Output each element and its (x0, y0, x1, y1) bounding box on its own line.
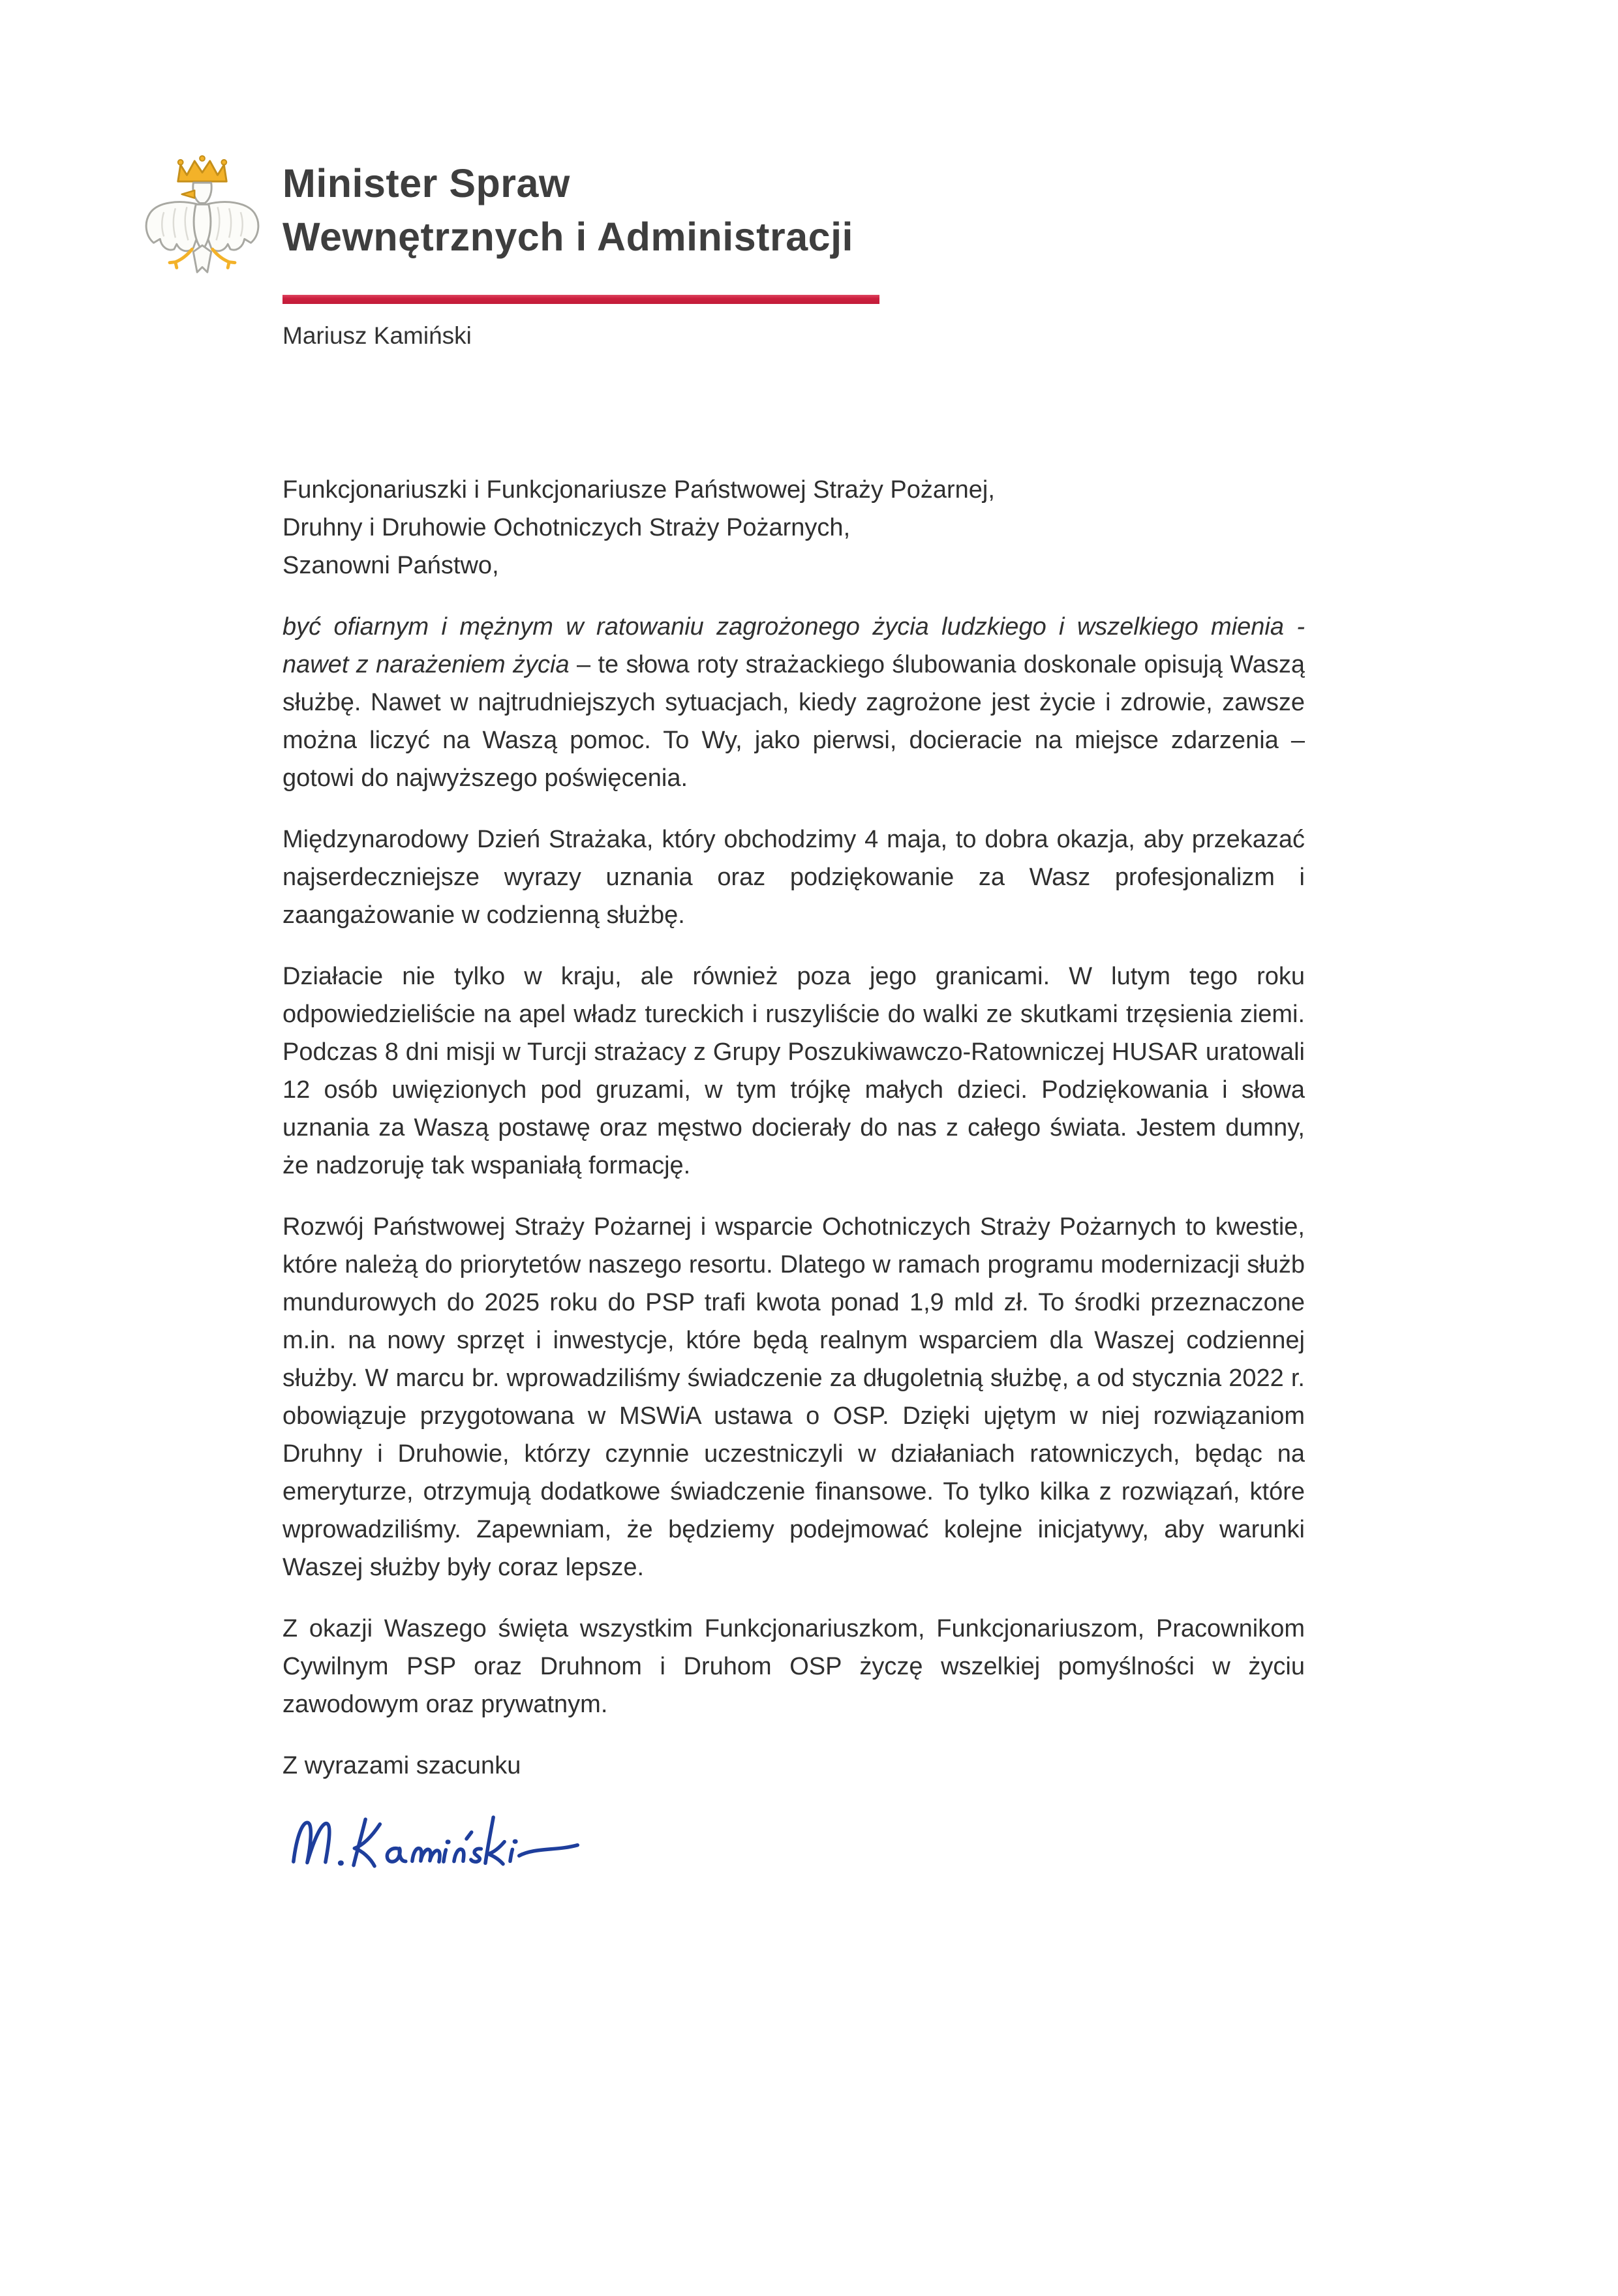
flag-bar (282, 295, 879, 304)
minister-name: Mariusz Kamiński (282, 322, 472, 349)
paragraph-turkey-mission: Działacie nie tylko w kraju, ale również poza jego granicami. W lutym tego roku odpowiedzieliście na apel władz tureckich i ruszyliście do walki ze skutkami trzęsienia ziemi. Podczas 8 dni misji w Turcji strażacy z Grupy Poszukiwawczo-Ratowniczej HUSAR uratowali 12 osób uwięzionych pod gruzami, w tym trójkę małych dzieci. Podziękowania i słowa uznania za Waszą postawę oraz męstwo docierały do nas z całego świata. Jestem dumny, że nadzoruję tak wspaniałą formację. (282, 963, 1305, 1179)
letter-body (282, 471, 1305, 1877)
salutation (282, 471, 1305, 584)
ministry-title-line2: Wewnętrznych i Administracji (282, 215, 853, 259)
signature-ink (282, 1797, 610, 1877)
paragraph-oath (282, 608, 1305, 797)
ministry-title-line1: Minister Spraw (282, 161, 570, 205)
handwritten-signature (282, 1797, 610, 1881)
oath-rest: – te słowa roty strażackiego ślubowania doskonale opisują Waszą służbę. Nawet w najtrudniejszych sytuacjach, kiedy zagrożone jest życie i zdrowie, zawsze można liczyć na Waszą pomoc. To Wy, jako pierwsi, docieracie na miejsce zdarzenia – gotowi do najwyższego poświęcenia. (282, 651, 1305, 792)
paragraph-firefighters-day: Międzynarodowy Dzień Strażaka, który obchodzimy 4 maja, to dobra okazja, aby przekazać najserdeczniejsze wyrazy uznania oraz podziękowanie za Wasz profesjonalizm i zaangażowanie w codzienną służbę. (282, 826, 1305, 929)
salutation-line-2: Druhny i Druhowie Ochotniczych Straży Pożarnych, (282, 514, 851, 541)
polish-eagle-icon (138, 138, 266, 300)
oath-quote: być ofiarnym i mężnym w ratowaniu zagrożonego życia ludzkiego i wszelkiego mienia - nawet z narażeniem życia (282, 613, 1305, 678)
closing-line: Z wyrazami szacunku (282, 1752, 521, 1779)
salutation-line-3: Szanowni Państwo, (282, 552, 499, 579)
ministry-title (282, 157, 853, 264)
paragraph-modernization: Rozwój Państwowej Straży Pożarnej i wsparcie Ochotniczych Straży Pożarnych to kwestie, które należą do priorytetów naszego resortu. Dlatego w ramach programu modernizacji służb mundurowych do 2025 roku do PSP trafi kwota ponad 1,9 mld zł. To środki przeznaczone m.in. na nowy sprzęt i inwestycje, które będą realnym wsparciem dla Waszej codziennej służby. W marcu br. wprowadziliśmy świadczenie za długoletnią służbę, a od stycznia 2022 r. obowiązuje przygotowana w MSWiA ustawa o OSP. Dzięki ujętym w niej rozwiązaniom Druhny i Druhowie, którzy czynnie uczestniczyli w działaniach ratowniczych, będąc na emeryturze, otrzymują dodatkowe świadczenie finansowe. To tylko kilka z rozwiązań, które wprowadziliśmy. Zapewniam, że będziemy podejmować kolejne inicjatywy, aby warunki Waszej służby były coraz lepsze. (282, 1213, 1305, 1581)
salutation-line-1: Funkcjonariuszki i Funkcjonariusze Państwowej Straży Pożarnej, (282, 476, 995, 504)
paragraph-wishes: Z okazji Waszego święta wszystkim Funkcjonariuszkom, Funkcjonariuszom, Pracownikom Cywilnym PSP oraz Druhnom i Druhom OSP życzę wszelkiej pomyślności w życiu zawodowym oraz prywatnym. (282, 1615, 1305, 1718)
